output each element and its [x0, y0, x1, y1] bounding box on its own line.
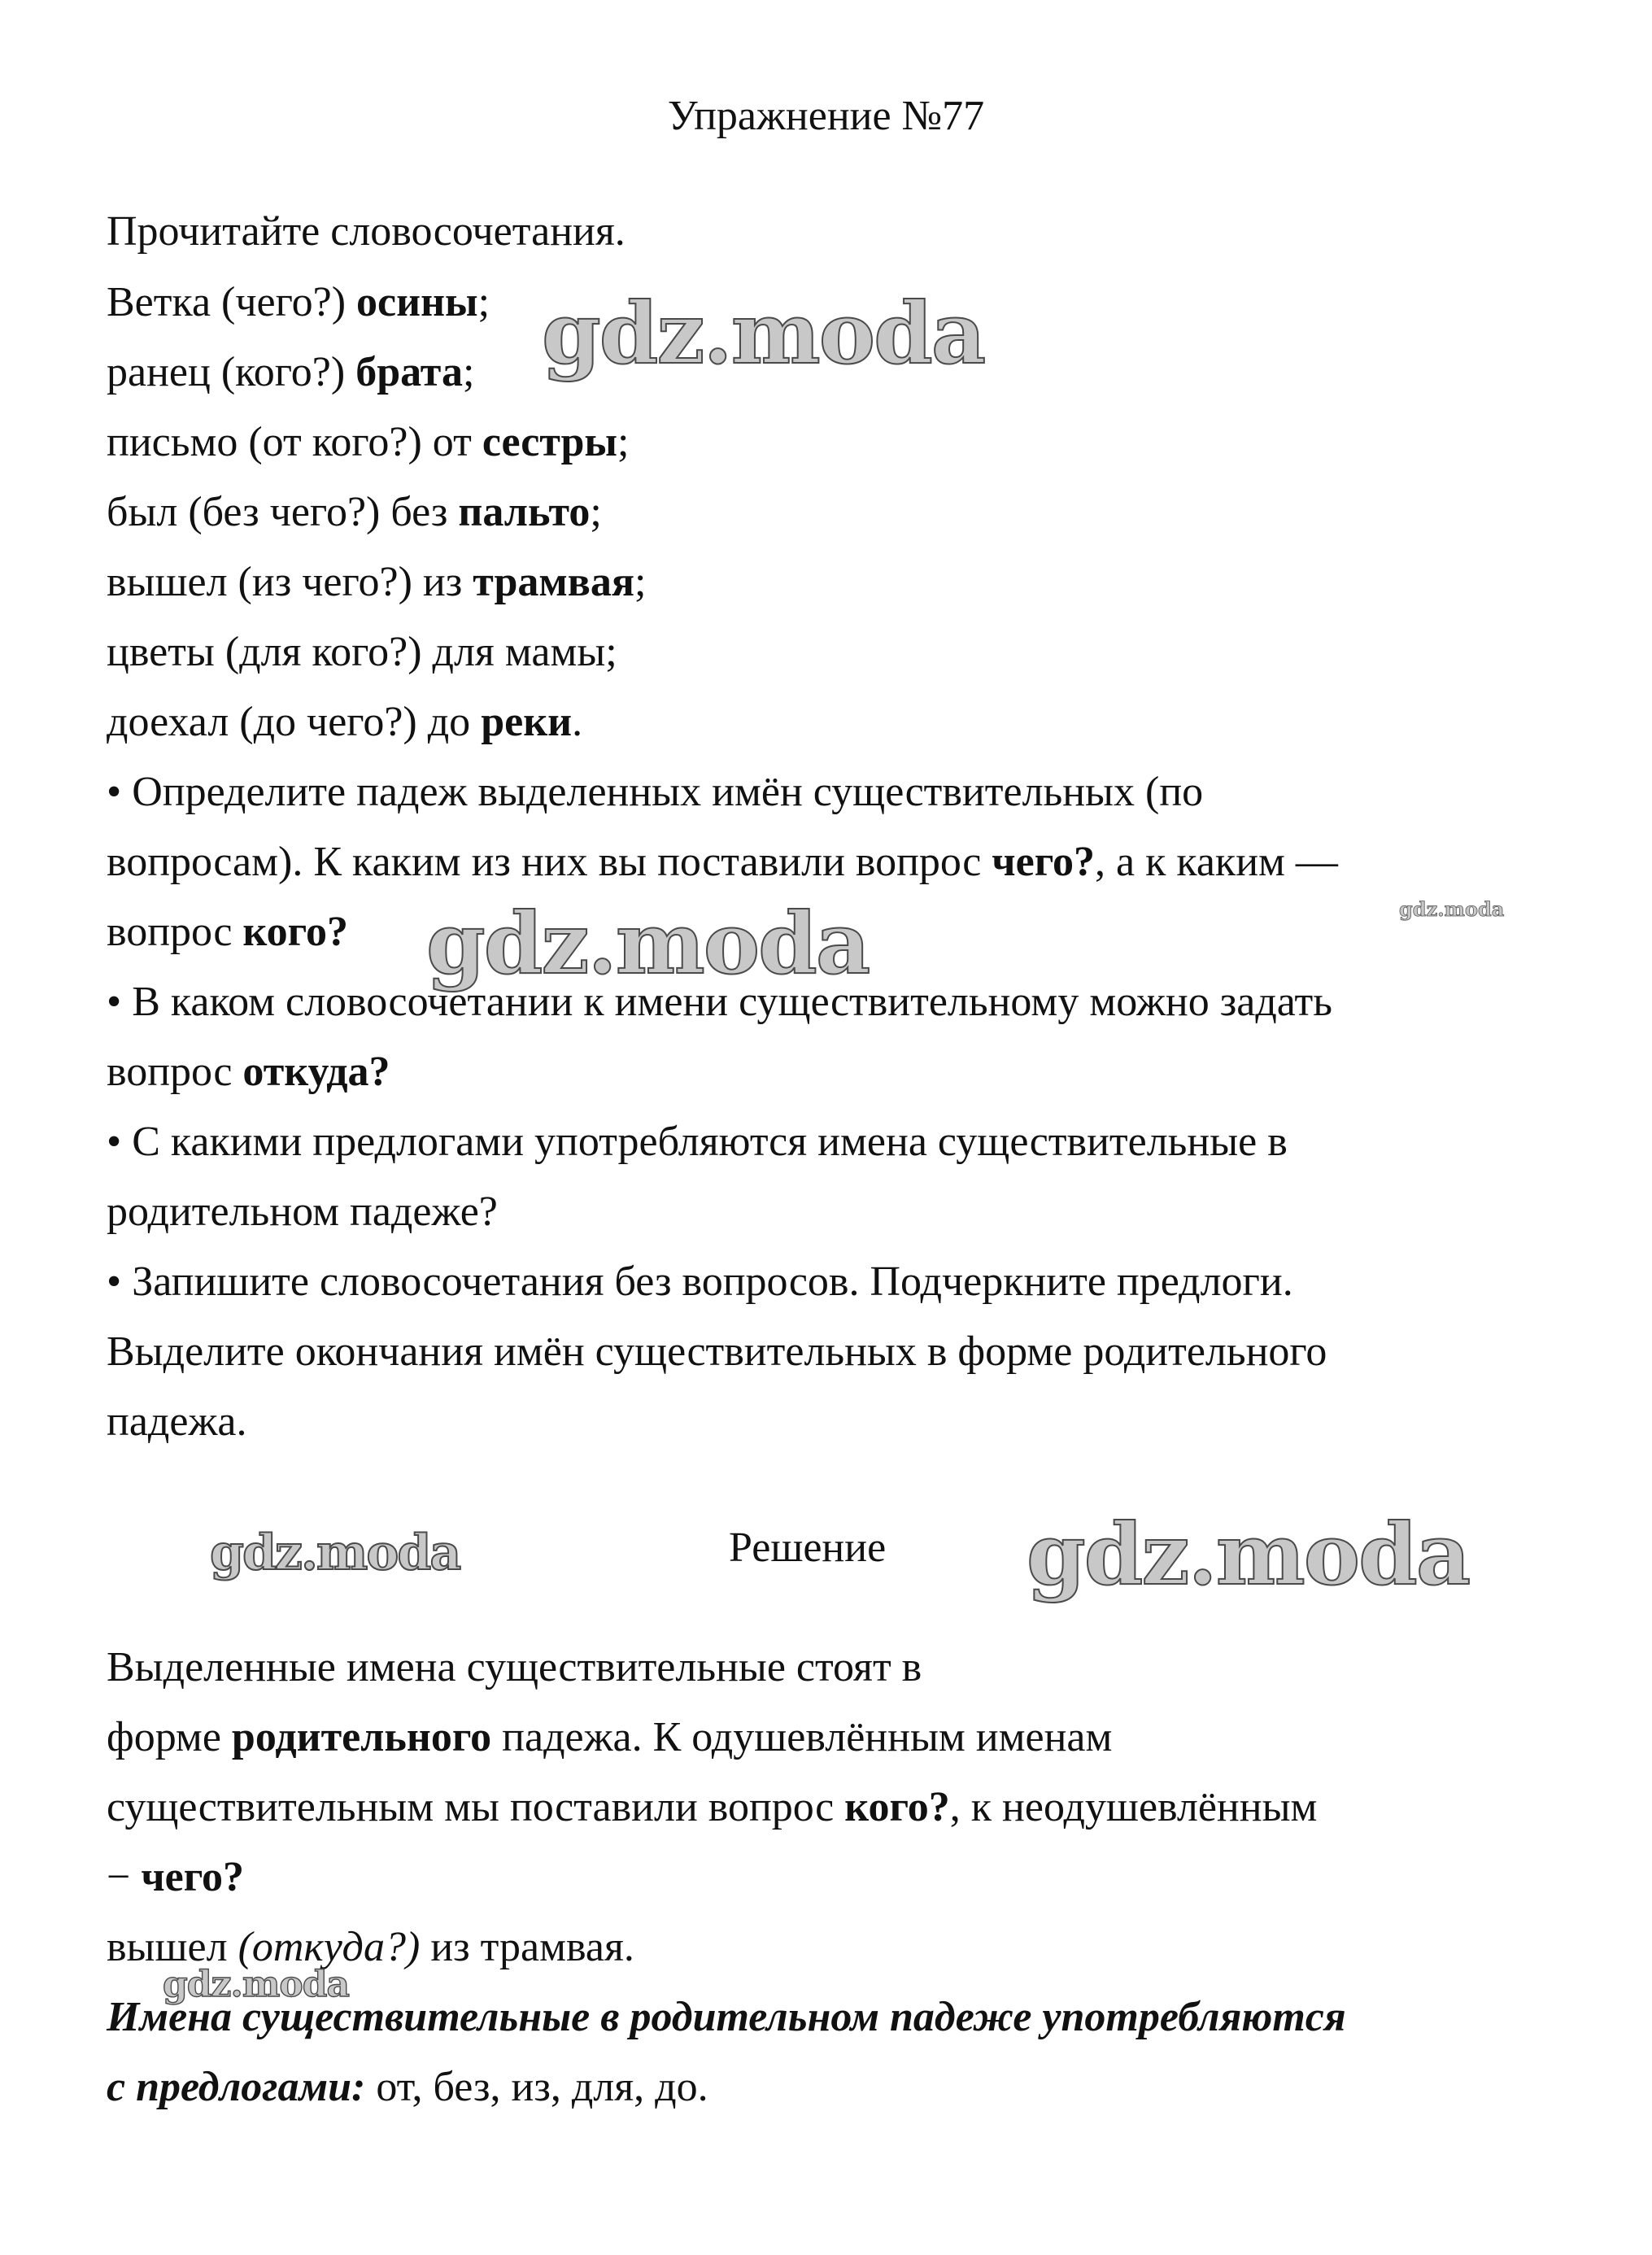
question-2-line-1: • В каком словосочетании к имени существительному можно задать [107, 979, 1332, 1025]
watermark-logo: gdz.moda [163, 1964, 350, 2005]
watermark-logo-small: gdz.moda [1399, 897, 1505, 921]
question-3-line-2: родительном падеже? [107, 1189, 498, 1235]
question-4-line-3: падежа. [107, 1398, 247, 1445]
answer-1-line-4: − чего? [107, 1854, 245, 1900]
phrase-7: доехал (до чего?) до реки. [107, 699, 583, 745]
phrase-6: цветы (для кого?) для мамы; [107, 629, 617, 675]
watermark-logo: gdz.moda [210, 1524, 460, 1581]
question-1-line-1: • Определите падеж выделенных имён существительных (по [107, 769, 1204, 815]
phrase-3: письмо (от кого?) от сестры; [107, 419, 630, 465]
answer-1-line-2: форме родительного падежа. К одушевлённым именам [107, 1714, 1113, 1760]
exercise-title: Упражнение №77 [667, 93, 985, 139]
question-1-line-2: вопросам). К каким из них вы поставили вопрос чего?, а к каким — [107, 839, 1338, 885]
answer-2: вышел (откуда?) из трамвая. [107, 1924, 634, 1970]
phrase-5: вышел (из чего?) из трамвая; [107, 559, 647, 605]
phrase-2: ранец (кого?) брата; [107, 349, 475, 395]
phrase-1: Ветка (чего?) осины; [107, 279, 490, 325]
question-3-line-1: • С какими предлогами употребляются имена существительные в [107, 1119, 1288, 1165]
question-4-line-1: • Запишите словосочетания без вопросов. Подчеркните предлоги. [107, 1258, 1293, 1305]
solution-heading: Решение [729, 1524, 887, 1571]
watermark-logo: gdz.moda [1027, 1504, 1470, 1604]
question-4-line-2: Выделите окончания имён существительных в форме родительного [107, 1328, 1327, 1375]
task-intro: Прочитайте словосочетания. [107, 208, 625, 255]
question-2-line-2: вопрос откуда? [107, 1049, 390, 1095]
answer-3-line-1: Имена существительные в родительном падеже употребляются [107, 1994, 1346, 2040]
answer-1-line-1: Выделенные имена существительные стоят в [107, 1644, 922, 1690]
question-1-line-3: вопрос кого? [107, 909, 348, 955]
phrase-4: был (без чего?) без пальто; [107, 489, 602, 535]
watermark-logo: gdz.moda [542, 283, 985, 383]
watermark-logo: gdz.moda [426, 893, 870, 993]
answer-3-line-2: с предлогами: от, без, из, для, до. [107, 2064, 708, 2110]
answer-1-line-3: существительным мы поставили вопрос кого?, к неодушевлённым [107, 1784, 1318, 1830]
